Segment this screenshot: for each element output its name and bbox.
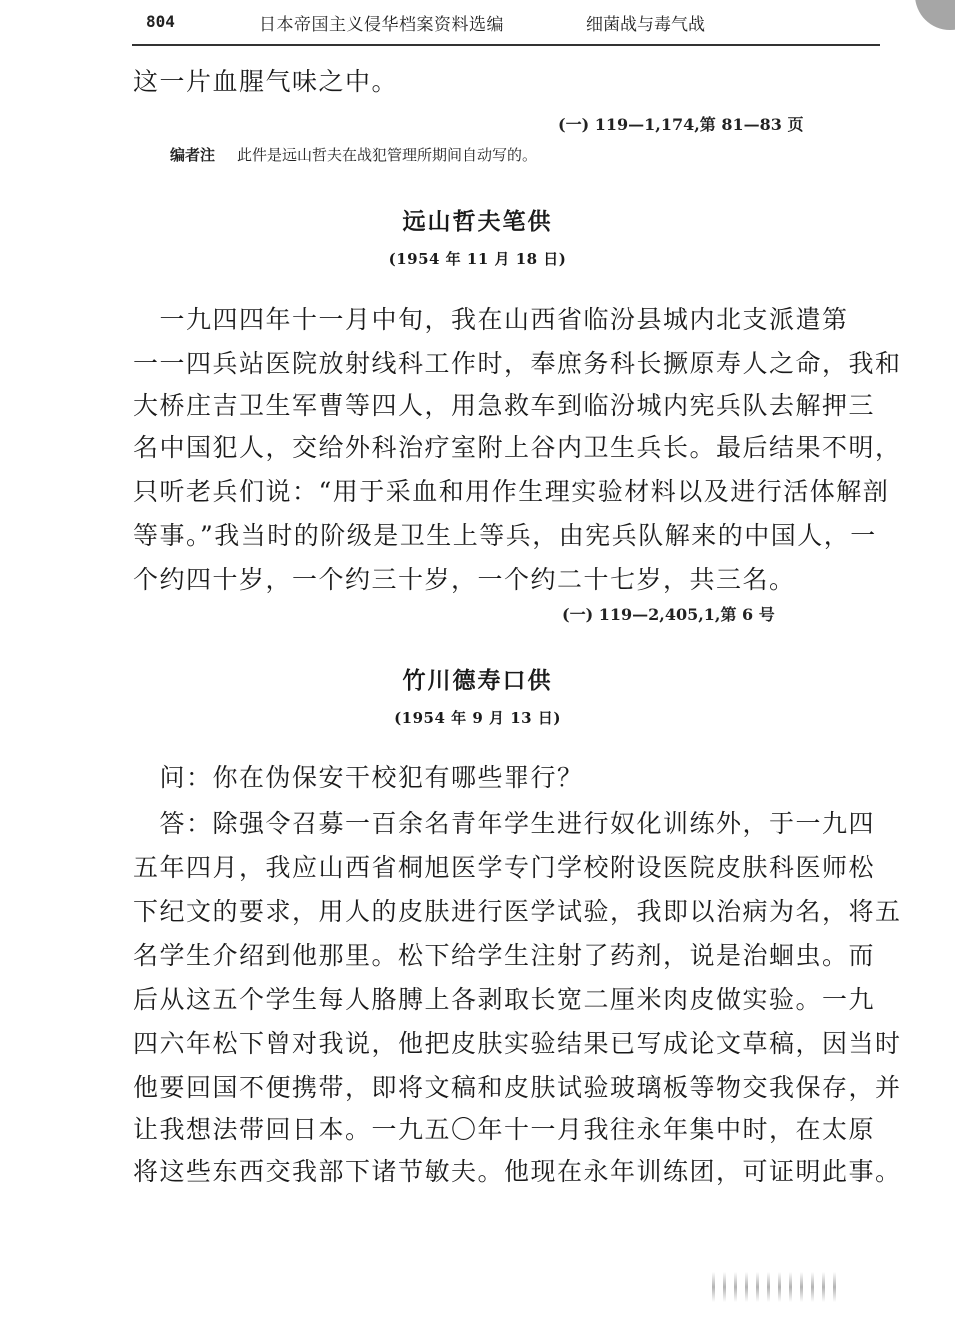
paragraph-line: 后从这五个学生每人胳膊上各剥取长宽二厘米肉皮做实验。一九	[133, 985, 876, 1014]
book-title: 日本帝国主义侵华档案资料选编	[259, 15, 504, 35]
editor-note-text: 此件是远山哲夫在战犯管理所期间自动写的。	[237, 146, 538, 164]
paragraph-line: 名中国犯人，交给外科治疗室附上谷内卫生兵长。最后结果不明，	[133, 433, 902, 462]
running-header	[146, 8, 876, 38]
paragraph-line: 他要回国不便携带，即将文稿和皮肤试验玻璃板等物交我保存，并	[133, 1073, 902, 1102]
paragraph-line: 五年四月，我应山西省桐旭医学专门学校附设医院皮肤科医师松	[133, 853, 876, 882]
paragraph-line: 一一四兵站医院放射线科工作时，奉庶务科长撅原寿人之命，我和	[133, 349, 902, 378]
paragraph-line: 只听老兵们说：“用于采血和用作生理实验材料以及进行活体解剖	[133, 477, 890, 506]
paragraph-line: 一九四四年十一月中旬，我在山西省临汾县城内北支派遣第	[133, 305, 849, 334]
page-number: 804	[146, 12, 175, 31]
volume-title: 细菌战与毒气战	[586, 15, 705, 35]
paragraph-line: 个约四十岁，一个约三十岁，一个约二十七岁，共三名。	[133, 565, 796, 594]
section-title: 竹川德寿口供	[402, 668, 553, 694]
editor-note-label: 编者注	[170, 146, 216, 164]
section-date: (1954 年 9 月 13 日)	[394, 709, 561, 727]
previous-section-source-ref: (一) 119—1,174,第 81—83 页	[558, 115, 804, 134]
paragraph-line: 等事。”我当时的阶级是卫生上等兵，由宪兵队解来的中国人，一	[133, 521, 877, 550]
paragraph-line: 大桥庄吉卫生军曹等四人，用急救车到临汾城内宪兵队去解押三	[133, 391, 876, 420]
page-curl-corner	[915, 0, 955, 30]
section-title: 远山哲夫笔供	[402, 209, 553, 235]
paragraph-line: 答：除强令召募一百余名青年学生进行奴化训练外，于一九四	[133, 809, 876, 838]
header-rule	[132, 44, 880, 46]
paragraph-line: 名学生介绍到他那里。松下给学生注射了药剂，说是治蛔虫。而	[133, 941, 876, 970]
question-line: 问：你在伪保安干校犯有哪些罪行？	[133, 763, 584, 792]
section-source-ref: (一) 119—2,405,1,第 6 号	[562, 605, 775, 624]
previous-section-closing-line: 这一片血腥气味之中。	[133, 67, 399, 96]
paragraph-line: 让我想法带回日本。一九五〇年十一月我往永年集中时，在太原	[133, 1115, 876, 1144]
section-date: (1954 年 11 月 18 日)	[388, 250, 567, 268]
paragraph-line: 将这些东西交我部下诸节敏夫。他现在永年训练团，可证明此事。	[133, 1157, 902, 1186]
paragraph-line: 四六年松下曾对我说，他把皮肤实验结果已写成论文草稿，因当时	[133, 1029, 902, 1058]
scan-artifact	[712, 1272, 937, 1302]
editor-note	[170, 144, 537, 165]
paragraph-line: 下纪文的要求，用人的皮肤进行医学试验，我即以治病为名，将五	[133, 897, 902, 926]
